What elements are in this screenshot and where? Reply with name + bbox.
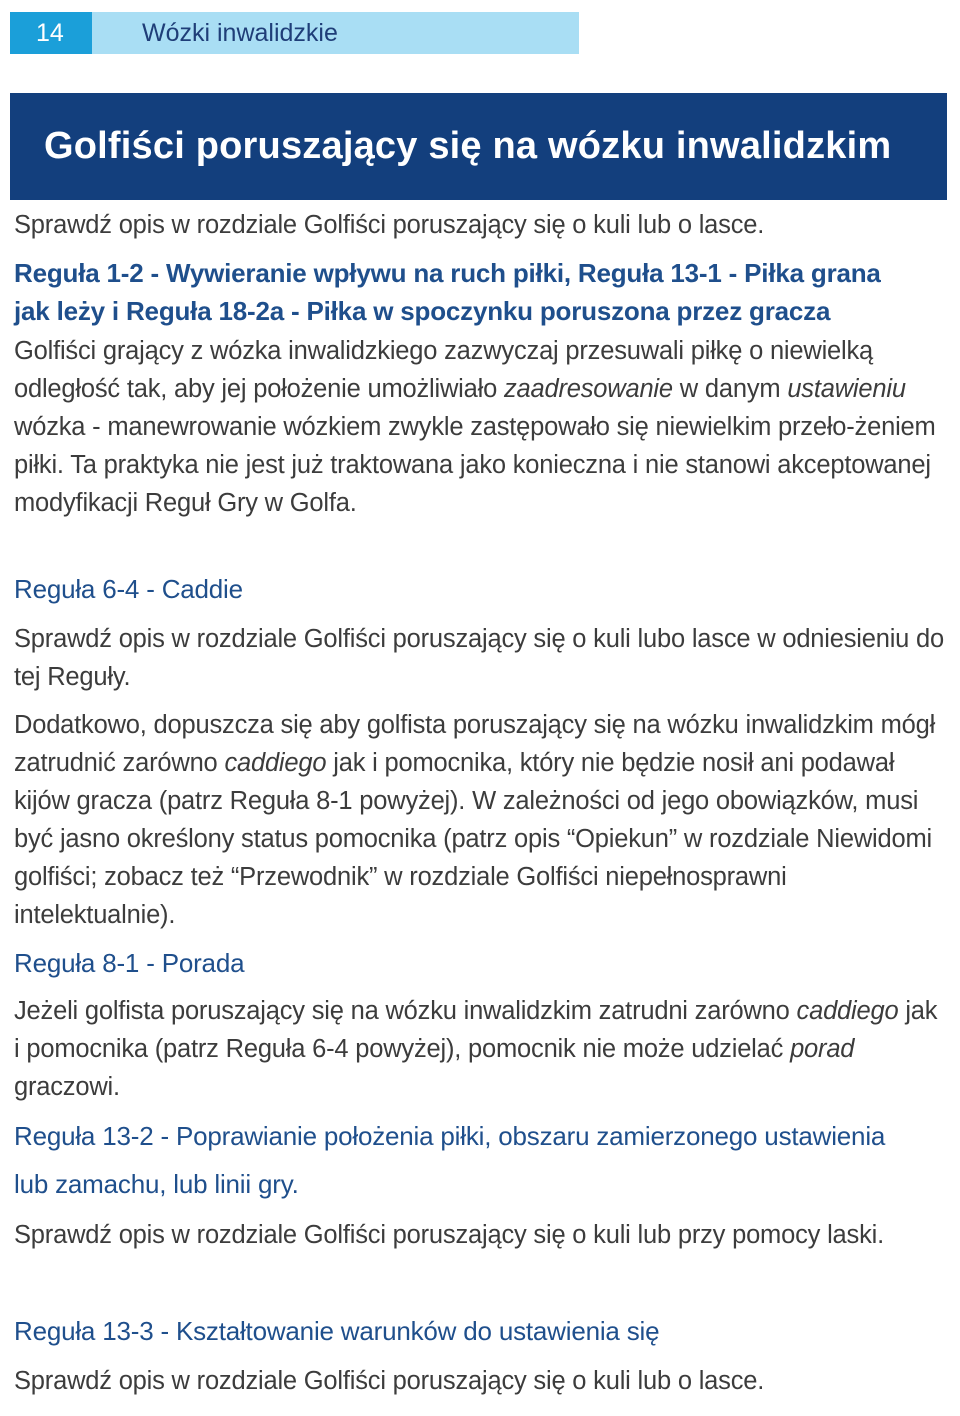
rule-1-2-body-text-c: wózka - manewrowanie wózkiem zwykle zastępowało się niewielkim przeło-żeniem piłki. Ta praktyka nie jest już traktowana jako konieczna i nie stanowi akceptowanej modyfikacji Reguł Gry w Golfa. <box>14 413 936 517</box>
rule-8-1-body-text-b: jak i pomocnika (patrz Reguła 6-4 powyżej), pomocnik nie może udzielać <box>14 997 938 1063</box>
term-ustawienie: ustawieniu <box>787 375 906 403</box>
content <box>14 206 948 1400</box>
rule-13-2-heading-line1: Reguła 13-2 - Poprawianie położenia piłki, obszaru zamierzonego ustawienia <box>14 1121 886 1151</box>
rule-13-2-body: Sprawdź opis w rozdziale Golfiści poruszający się o kuli lub przy pomocy laski. <box>14 1221 884 1249</box>
rule-6-4-body-1: Sprawdź opis w rozdziale Golfiści poruszający się o kuli lubo lasce w odniesieniu do tej Reguły. <box>14 625 944 691</box>
rule-1-2-heading-line2: jak leży i Reguła 18-2a - Piłka w spoczynku poruszona przez gracza <box>14 296 831 326</box>
rule-1-2-body <box>14 332 948 522</box>
rule-8-1-body-text-c: graczowi. <box>14 1073 120 1101</box>
term-porady: porad <box>790 1035 855 1063</box>
rule-13-2-heading-wrap <box>14 1112 948 1208</box>
term-caddie: caddiego <box>224 749 327 777</box>
page-number: 14 <box>10 12 92 54</box>
rule-1-2-heading <box>14 254 948 330</box>
rule-1-2-body-text-a: Golfiści grający z wózka inwalidzkiego zazwyczaj przesuwali piłkę o niewielką odległość tak, aby jej położenie umożliwiało <box>14 337 874 403</box>
term-caddie-2: caddiego <box>796 997 899 1025</box>
rule-1-2-body-text-b: w danym <box>672 375 788 403</box>
rule-13-3-heading: Reguła 13-3 - Kształtowanie warunków do ustawienia się <box>14 1316 660 1346</box>
section-name: Wózki inwalidzkie <box>92 12 579 54</box>
title-banner <box>10 93 947 200</box>
rule-13-2-heading-line2: lub zamachu, lub linii gry. <box>14 1169 299 1199</box>
rule-13-2-heading <box>14 1112 948 1208</box>
rule-8-1-body-text-a: Jeżeli golfista poruszający się na wózku inwalidzkim zatrudni zarówno <box>14 997 797 1025</box>
rule-6-4-body-2-text-b: jak i pomocnika, który nie będzie nosił ani podawał kijów gracza (patrz Reguła 8-1 powyżej). W zależności od jego obowiązków, musi być jasno określony status pomocnika (patrz opis “Opiekun” w rozdziale Niewidomi golfiści; zobacz też “Przewodnik” w rozdziale Golfiści niepełnosprawni intelektualnie). <box>14 749 932 929</box>
rule-6-4-heading: Reguła 6-4 - Caddie <box>14 574 243 604</box>
page-title: Golfiści poruszający się na wózku inwalidzkim <box>44 125 892 167</box>
rule-6-4-body-2 <box>14 706 948 934</box>
rule-6-4-body-2-text-a: Dodatkowo, dopuszcza się aby golfista poruszający się na wózku inwalidzkim mógł zatrudnić zarówno <box>14 711 936 777</box>
rule-1-2-heading-line1: Reguła 1-2 - Wywieranie wpływu na ruch piłki, Reguła 13-1 - Piłka grana <box>14 258 881 288</box>
rule-13-3-body: Sprawdź opis w rozdziale Golfiści poruszający się o kuli lub o lasce. <box>14 1367 765 1395</box>
page-header <box>10 12 579 54</box>
intro-paragraph: Sprawdź opis w rozdziale Golfiści poruszający się o kuli lub o lasce. <box>14 211 765 239</box>
rule-8-1-body <box>14 992 948 1106</box>
rule-8-1-heading: Reguła 8-1 - Porada <box>14 948 245 978</box>
term-zaadresowanie: zaadresowanie <box>503 375 673 403</box>
